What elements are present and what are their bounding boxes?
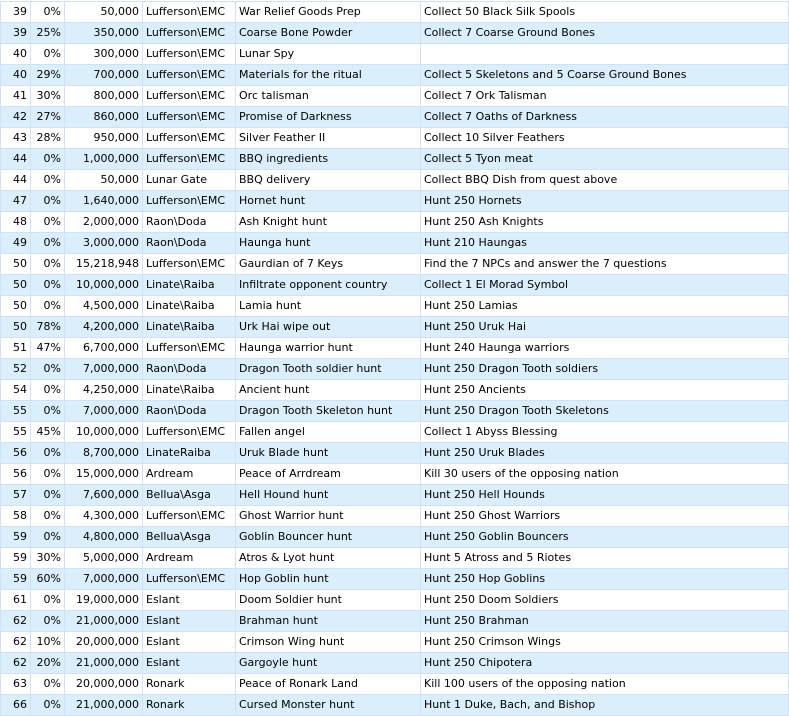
percent-cell: 25% [31, 23, 65, 44]
zone-cell: Lufferson\EMC [143, 2, 236, 23]
level-cell: 42 [1, 107, 31, 128]
percent-cell: 0% [31, 464, 65, 485]
zone-cell: Ronark [143, 695, 236, 716]
exp-reward-cell: 50,000 [65, 170, 143, 191]
percent-cell: 30% [31, 548, 65, 569]
objective-cell: Collect 1 El Morad Symbol [421, 275, 789, 296]
zone-cell: LinateRaiba [143, 443, 236, 464]
quest-name-cell: BBQ ingredients [236, 149, 421, 170]
zone-cell: Eslant [143, 632, 236, 653]
level-cell: 48 [1, 212, 31, 233]
table-row [1, 611, 789, 632]
table-row [1, 632, 789, 653]
objective-cell: Hunt 250 Ghost Warriors [421, 506, 789, 527]
table-row [1, 170, 789, 191]
exp-reward-cell: 15,218,948 [65, 254, 143, 275]
table-row [1, 590, 789, 611]
percent-cell: 29% [31, 65, 65, 86]
zone-cell: Ronark [143, 674, 236, 695]
percent-cell: 0% [31, 443, 65, 464]
level-cell: 54 [1, 380, 31, 401]
level-cell: 49 [1, 233, 31, 254]
level-cell: 39 [1, 23, 31, 44]
quest-name-cell: Silver Feather II [236, 128, 421, 149]
exp-reward-cell: 4,300,000 [65, 506, 143, 527]
level-cell: 61 [1, 590, 31, 611]
exp-reward-cell: 50,000 [65, 2, 143, 23]
objective-cell: Hunt 250 Uruk Hai [421, 317, 789, 338]
objective-cell: Collect 7 Coarse Ground Bones [421, 23, 789, 44]
zone-cell: Eslant [143, 590, 236, 611]
level-cell: 63 [1, 674, 31, 695]
percent-cell: 0% [31, 149, 65, 170]
exp-reward-cell: 21,000,000 [65, 653, 143, 674]
exp-reward-cell: 4,250,000 [65, 380, 143, 401]
level-cell: 62 [1, 632, 31, 653]
zone-cell: Lufferson\EMC [143, 338, 236, 359]
exp-reward-cell: 1,000,000 [65, 149, 143, 170]
percent-cell: 0% [31, 590, 65, 611]
level-cell: 57 [1, 485, 31, 506]
exp-reward-cell: 2,000,000 [65, 212, 143, 233]
level-cell: 50 [1, 317, 31, 338]
zone-cell: Lufferson\EMC [143, 65, 236, 86]
quest-name-cell: Orc talisman [236, 86, 421, 107]
level-cell: 51 [1, 338, 31, 359]
level-cell: 52 [1, 359, 31, 380]
table-row [1, 443, 789, 464]
zone-cell: Lufferson\EMC [143, 506, 236, 527]
percent-cell: 0% [31, 191, 65, 212]
quest-name-cell: Hornet hunt [236, 191, 421, 212]
percent-cell: 27% [31, 107, 65, 128]
percent-cell: 0% [31, 2, 65, 23]
table-row [1, 485, 789, 506]
exp-reward-cell: 20,000,000 [65, 674, 143, 695]
zone-cell: Ardream [143, 548, 236, 569]
zone-cell: Linate\Raiba [143, 275, 236, 296]
percent-cell: 0% [31, 527, 65, 548]
percent-cell: 47% [31, 338, 65, 359]
exp-reward-cell: 21,000,000 [65, 611, 143, 632]
level-cell: 62 [1, 653, 31, 674]
exp-reward-cell: 10,000,000 [65, 275, 143, 296]
zone-cell: Lufferson\EMC [143, 422, 236, 443]
quest-name-cell: Fallen angel [236, 422, 421, 443]
level-cell: 40 [1, 65, 31, 86]
quest-name-cell: Doom Soldier hunt [236, 590, 421, 611]
zone-cell: Eslant [143, 653, 236, 674]
quest-name-cell: Ghost Warrior hunt [236, 506, 421, 527]
percent-cell: 0% [31, 695, 65, 716]
exp-reward-cell: 7,000,000 [65, 401, 143, 422]
level-cell: 50 [1, 296, 31, 317]
zone-cell: Lufferson\EMC [143, 23, 236, 44]
table-row [1, 695, 789, 716]
exp-reward-cell: 5,000,000 [65, 548, 143, 569]
objective-cell: Hunt 250 Ancients [421, 380, 789, 401]
percent-cell: 20% [31, 653, 65, 674]
percent-cell: 28% [31, 128, 65, 149]
quest-name-cell: Coarse Bone Powder [236, 23, 421, 44]
percent-cell: 0% [31, 254, 65, 275]
percent-cell: 0% [31, 674, 65, 695]
objective-cell: Collect 5 Tyon meat [421, 149, 789, 170]
table-row [1, 548, 789, 569]
percent-cell: 30% [31, 86, 65, 107]
quest-name-cell: Materials for the ritual [236, 65, 421, 86]
level-cell: 44 [1, 149, 31, 170]
quest-name-cell: Infiltrate opponent country [236, 275, 421, 296]
table-row [1, 65, 789, 86]
exp-reward-cell: 19,000,000 [65, 590, 143, 611]
zone-cell: Lufferson\EMC [143, 569, 236, 590]
table-row [1, 2, 789, 23]
quest-name-cell: Goblin Bouncer hunt [236, 527, 421, 548]
percent-cell: 60% [31, 569, 65, 590]
table-row [1, 338, 789, 359]
percent-cell: 0% [31, 485, 65, 506]
percent-cell: 0% [31, 212, 65, 233]
table-row [1, 506, 789, 527]
table-row [1, 275, 789, 296]
quest-name-cell: Dragon Tooth Skeleton hunt [236, 401, 421, 422]
quest-name-cell: Hell Hound hunt [236, 485, 421, 506]
level-cell: 55 [1, 401, 31, 422]
quest-table-body [1, 2, 789, 716]
table-row [1, 359, 789, 380]
percent-cell: 0% [31, 401, 65, 422]
table-row [1, 296, 789, 317]
objective-cell: Hunt 250 Uruk Blades [421, 443, 789, 464]
objective-cell: Hunt 250 Hop Goblins [421, 569, 789, 590]
zone-cell: Raon\Doda [143, 359, 236, 380]
level-cell: 41 [1, 86, 31, 107]
quest-name-cell: Ancient hunt [236, 380, 421, 401]
zone-cell: Lufferson\EMC [143, 86, 236, 107]
quest-name-cell: Haunga hunt [236, 233, 421, 254]
level-cell: 55 [1, 422, 31, 443]
level-cell: 39 [1, 2, 31, 23]
level-cell: 56 [1, 443, 31, 464]
exp-reward-cell: 20,000,000 [65, 632, 143, 653]
objective-cell: Hunt 250 Brahman [421, 611, 789, 632]
exp-reward-cell: 7,000,000 [65, 569, 143, 590]
objective-cell: Hunt 240 Haunga warriors [421, 338, 789, 359]
exp-reward-cell: 700,000 [65, 65, 143, 86]
objective-cell: Collect BBQ Dish from quest above [421, 170, 789, 191]
objective-cell: Hunt 250 Dragon Tooth soldiers [421, 359, 789, 380]
objective-cell: Hunt 250 Hornets [421, 191, 789, 212]
quest-name-cell: Lunar Spy [236, 44, 421, 65]
objective-cell: Collect 10 Silver Feathers [421, 128, 789, 149]
quest-name-cell: Ash Knight hunt [236, 212, 421, 233]
objective-cell: Hunt 250 Hell Hounds [421, 485, 789, 506]
table-row [1, 23, 789, 44]
exp-reward-cell: 1,640,000 [65, 191, 143, 212]
zone-cell: Bellua\Asga [143, 527, 236, 548]
percent-cell: 45% [31, 422, 65, 443]
objective-cell: Collect 7 Oaths of Darkness [421, 107, 789, 128]
objective-cell: Hunt 250 Doom Soldiers [421, 590, 789, 611]
zone-cell: Linate\Raiba [143, 296, 236, 317]
table-row [1, 86, 789, 107]
objective-cell: Hunt 250 Crimson Wings [421, 632, 789, 653]
exp-reward-cell: 860,000 [65, 107, 143, 128]
quest-name-cell: War Relief Goods Prep [236, 2, 421, 23]
table-row [1, 44, 789, 65]
level-cell: 62 [1, 611, 31, 632]
objective-cell: Hunt 250 Ash Knights [421, 212, 789, 233]
table-row [1, 128, 789, 149]
percent-cell: 0% [31, 275, 65, 296]
table-row [1, 212, 789, 233]
exp-reward-cell: 15,000,000 [65, 464, 143, 485]
level-cell: 40 [1, 44, 31, 65]
level-cell: 59 [1, 569, 31, 590]
quest-name-cell: Cursed Monster hunt [236, 695, 421, 716]
level-cell: 59 [1, 548, 31, 569]
exp-reward-cell: 950,000 [65, 128, 143, 149]
objective-cell: Collect 5 Skeletons and 5 Coarse Ground Bones [421, 65, 789, 86]
zone-cell: Lufferson\EMC [143, 44, 236, 65]
objective-cell: Hunt 1 Duke, Bach, and Bishop [421, 695, 789, 716]
objective-cell: Hunt 250 Goblin Bouncers [421, 527, 789, 548]
percent-cell: 0% [31, 296, 65, 317]
level-cell: 50 [1, 275, 31, 296]
table-row [1, 254, 789, 275]
table-row [1, 569, 789, 590]
percent-cell: 0% [31, 359, 65, 380]
zone-cell: Lufferson\EMC [143, 128, 236, 149]
quest-name-cell: Peace of Arrdream [236, 464, 421, 485]
table-row [1, 149, 789, 170]
table-row [1, 464, 789, 485]
exp-reward-cell: 10,000,000 [65, 422, 143, 443]
zone-cell: Raon\Doda [143, 212, 236, 233]
quest-name-cell: Urk Hai wipe out [236, 317, 421, 338]
zone-cell: Lufferson\EMC [143, 191, 236, 212]
quest-name-cell: Crimson Wing hunt [236, 632, 421, 653]
exp-reward-cell: 4,800,000 [65, 527, 143, 548]
quest-name-cell: Peace of Ronark Land [236, 674, 421, 695]
objective-cell [421, 44, 789, 65]
table-row [1, 317, 789, 338]
zone-cell: Lufferson\EMC [143, 254, 236, 275]
exp-reward-cell: 4,200,000 [65, 317, 143, 338]
table-row [1, 653, 789, 674]
table-row [1, 401, 789, 422]
quest-table [0, 1, 789, 716]
exp-reward-cell: 8,700,000 [65, 443, 143, 464]
exp-reward-cell: 7,000,000 [65, 359, 143, 380]
level-cell: 47 [1, 191, 31, 212]
exp-reward-cell: 4,500,000 [65, 296, 143, 317]
exp-reward-cell: 21,000,000 [65, 695, 143, 716]
quest-name-cell: Promise of Darkness [236, 107, 421, 128]
exp-reward-cell: 3,000,000 [65, 233, 143, 254]
quest-name-cell: Lamia hunt [236, 296, 421, 317]
quest-name-cell: Dragon Tooth soldier hunt [236, 359, 421, 380]
exp-reward-cell: 350,000 [65, 23, 143, 44]
objective-cell: Hunt 210 Haungas [421, 233, 789, 254]
quest-name-cell: Uruk Blade hunt [236, 443, 421, 464]
objective-cell: Collect 50 Black Silk Spools [421, 2, 789, 23]
level-cell: 58 [1, 506, 31, 527]
zone-cell: Ardream [143, 464, 236, 485]
level-cell: 56 [1, 464, 31, 485]
zone-cell: Linate\Raiba [143, 317, 236, 338]
table-row [1, 233, 789, 254]
quest-name-cell: Gargoyle hunt [236, 653, 421, 674]
zone-cell: Bellua\Asga [143, 485, 236, 506]
objective-cell: Find the 7 NPCs and answer the 7 questions [421, 254, 789, 275]
zone-cell: Raon\Doda [143, 401, 236, 422]
table-row [1, 380, 789, 401]
zone-cell: Raon\Doda [143, 233, 236, 254]
level-cell: 44 [1, 170, 31, 191]
percent-cell: 10% [31, 632, 65, 653]
objective-cell: Hunt 250 Dragon Tooth Skeletons [421, 401, 789, 422]
table-row [1, 191, 789, 212]
exp-reward-cell: 800,000 [65, 86, 143, 107]
objective-cell: Kill 100 users of the opposing nation [421, 674, 789, 695]
percent-cell: 0% [31, 380, 65, 401]
percent-cell: 0% [31, 233, 65, 254]
zone-cell: Lunar Gate [143, 170, 236, 191]
percent-cell: 0% [31, 170, 65, 191]
objective-cell: Hunt 250 Lamias [421, 296, 789, 317]
percent-cell: 0% [31, 611, 65, 632]
table-row [1, 107, 789, 128]
quest-name-cell: Hop Goblin hunt [236, 569, 421, 590]
quest-name-cell: Gaurdian of 7 Keys [236, 254, 421, 275]
quest-name-cell: Atros & Lyot hunt [236, 548, 421, 569]
level-cell: 50 [1, 254, 31, 275]
level-cell: 43 [1, 128, 31, 149]
zone-cell: Linate\Raiba [143, 380, 236, 401]
quest-name-cell: Brahman hunt [236, 611, 421, 632]
table-row [1, 527, 789, 548]
objective-cell: Collect 1 Abyss Blessing [421, 422, 789, 443]
objective-cell: Collect 7 Ork Talisman [421, 86, 789, 107]
objective-cell: Kill 30 users of the opposing nation [421, 464, 789, 485]
objective-cell: Hunt 5 Atross and 5 Riotes [421, 548, 789, 569]
quest-name-cell: Haunga warrior hunt [236, 338, 421, 359]
exp-reward-cell: 6,700,000 [65, 338, 143, 359]
quest-name-cell: BBQ delivery [236, 170, 421, 191]
percent-cell: 0% [31, 506, 65, 527]
objective-cell: Hunt 250 Chipotera [421, 653, 789, 674]
exp-reward-cell: 7,600,000 [65, 485, 143, 506]
percent-cell: 0% [31, 44, 65, 65]
table-row [1, 674, 789, 695]
zone-cell: Eslant [143, 611, 236, 632]
level-cell: 59 [1, 527, 31, 548]
zone-cell: Lufferson\EMC [143, 107, 236, 128]
table-row [1, 422, 789, 443]
percent-cell: 78% [31, 317, 65, 338]
level-cell: 66 [1, 695, 31, 716]
exp-reward-cell: 300,000 [65, 44, 143, 65]
zone-cell: Lufferson\EMC [143, 149, 236, 170]
